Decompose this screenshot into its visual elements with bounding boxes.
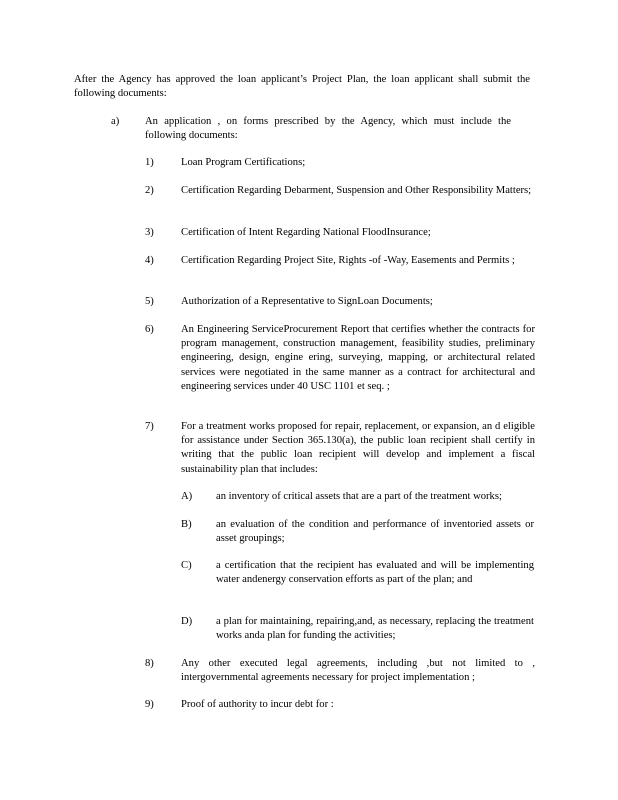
item-1-text: Loan Program Certifications;: [181, 157, 306, 168]
item-3-text: Certification of Intent Regarding National FloodInsurance;: [181, 227, 431, 238]
item-6-label: 6): [145, 324, 154, 335]
item-a-label: a): [111, 116, 120, 127]
item-4-text: Certification Regarding Project Site, Rights -of -Way, Easements and Permits ;: [181, 255, 515, 266]
subitem-b-text: an evaluation of the condition and performance of inventoried assets or asset groupings;: [216, 519, 534, 545]
subitem-a-text: an inventory of critical assets that are a part of the treatment works;: [216, 491, 502, 502]
subitem-d-label: D): [181, 616, 193, 627]
subitem-d-text: a plan for maintaining, repairing,and, as necessary, replacing the treatment works anda plan for funding the activities;: [216, 616, 534, 642]
item-9-label: 9): [145, 699, 154, 710]
item-a-text: An application , on forms prescribed by the Agency, which must include the following documents:: [145, 116, 511, 142]
item-7-label: 7): [145, 421, 154, 432]
item-4-label: 4): [145, 255, 154, 266]
subitem-a-label: A): [181, 491, 193, 502]
item-1-label: 1): [145, 157, 154, 168]
item-3-label: 3): [145, 227, 154, 238]
item-8-label: 8): [145, 658, 154, 669]
item-5-text: Authorization of a Representative to SignLoan Documents;: [181, 296, 433, 307]
item-9-text: Proof of authority to incur debt for :: [181, 699, 334, 710]
subitem-c-label: C): [181, 560, 192, 571]
intro-paragraph: After the Agency has approved the loan applicant’s Project Plan, the loan applicant shall submit the following documents:: [74, 74, 530, 100]
item-7-text: For a treatment works proposed for repair, replacement, or expansion, an d eligible for assistance under Section 365.130(a), the public loan recipient shall certify in writing that the public loan recipient will develop and implement a fiscal sustainability plan that includes:: [181, 421, 535, 475]
subitem-c-text: a certification that the recipient has evaluated and will be implementing water andenergy conservation efforts as part of the plan; and: [216, 560, 534, 586]
item-5-label: 5): [145, 296, 154, 307]
item-8-text: Any other executed legal agreements, including ,but not limited to , intergovernmental agreements necessary for project implementation ;: [181, 658, 535, 684]
subitem-b-label: B): [181, 519, 192, 530]
item-2-label: 2): [145, 185, 154, 196]
item-6-text: An Engineering ServiceProcurement Report that certifies whether the contracts for program management, construction management, feasibility studies, preliminary engineering, design, engine ering, surveying, mapping, or architectural related services were negotiated in the same manner as a contract for architectural and engineering services under 40 USC 1101 et seq. ;: [181, 324, 535, 392]
item-2-text: Certification Regarding Debarment, Suspension and Other Responsibility Matters;: [181, 185, 532, 196]
